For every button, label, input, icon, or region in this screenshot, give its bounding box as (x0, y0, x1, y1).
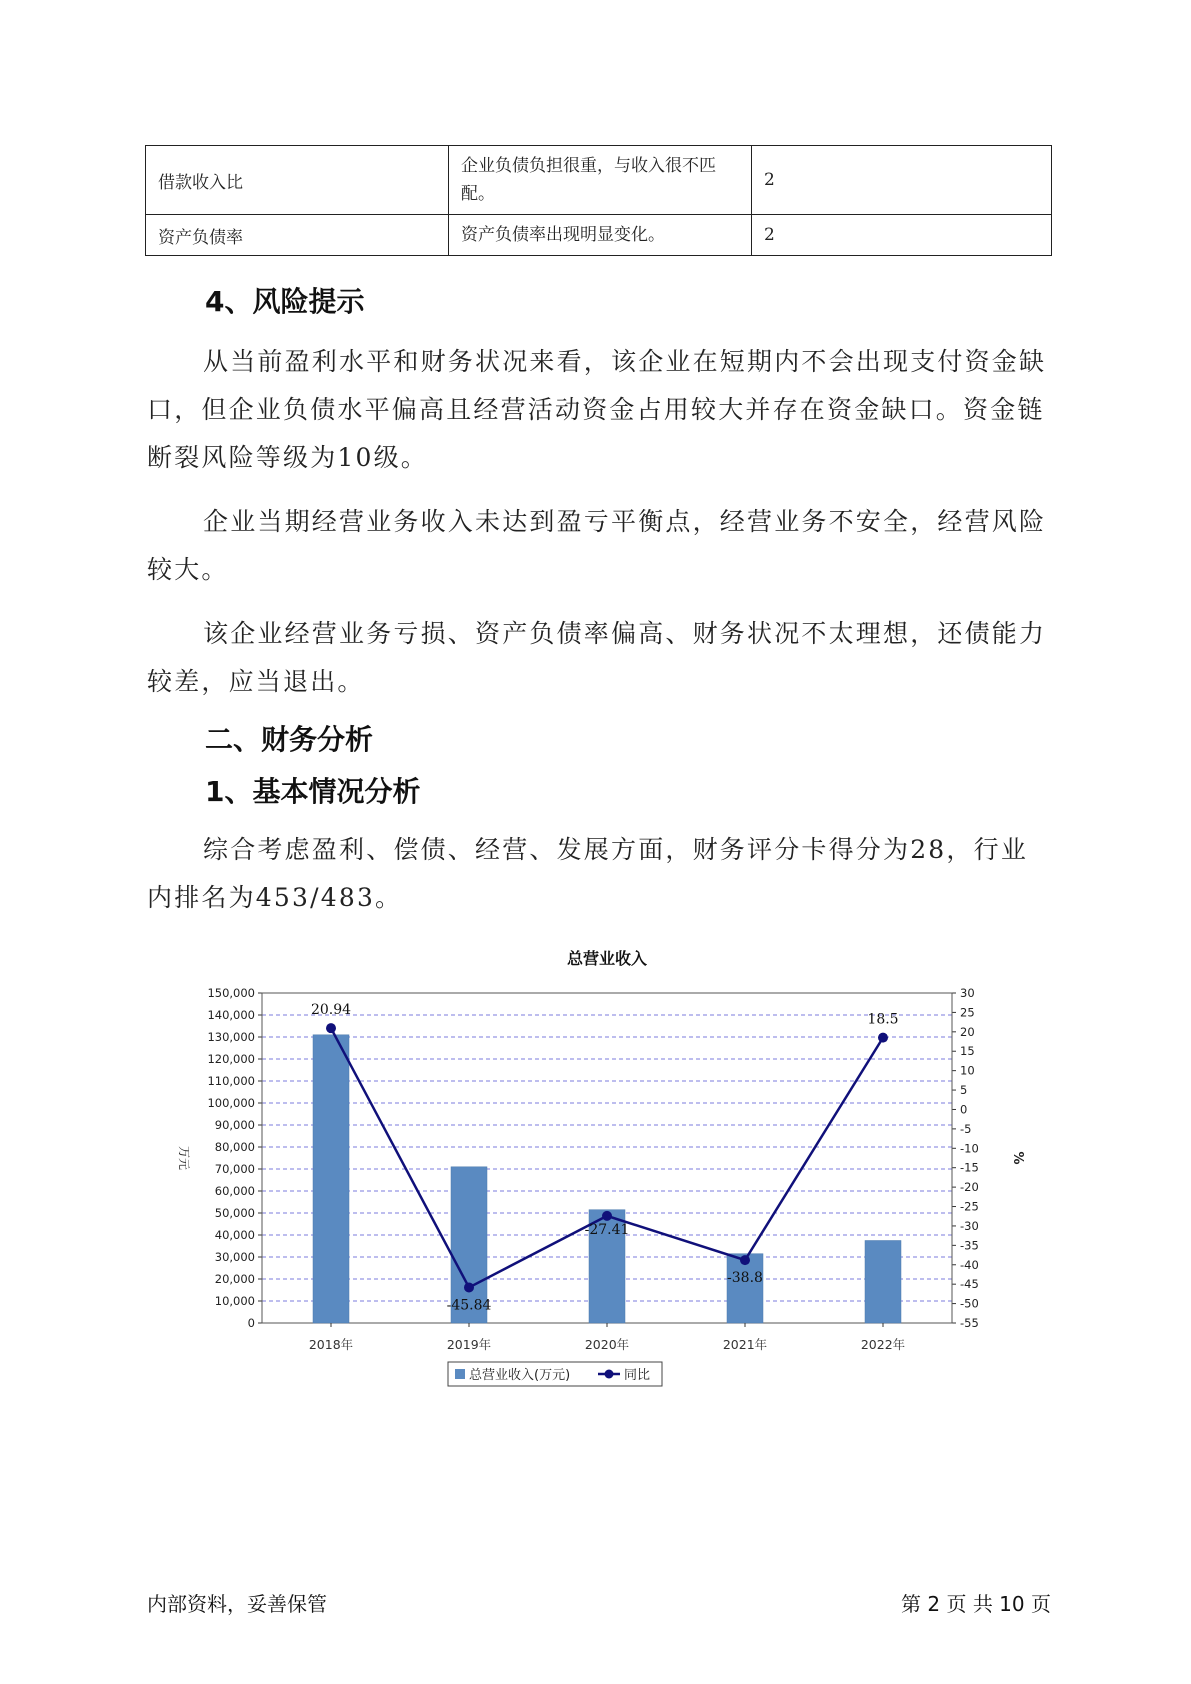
y-tick-label: 150,000 (207, 986, 255, 1000)
risk-paragraph: 该企业经营业务亏损、资产负债率偏高、财务状况不太理想，还债能力较差，应当退出。 (147, 619, 1047, 696)
basic-analysis-heading: 1、基本情况分析 (205, 775, 421, 808)
y2-tick-label: -15 (960, 1160, 979, 1175)
x-tick-label: 2022年 (860, 1337, 906, 1352)
risk-paragraph: 企业当期经营业务收入未达到盈亏平衡点，经营业务不安全，经营风险较大。 (147, 507, 1047, 584)
x-tick-label: 2019年 (446, 1337, 492, 1352)
y-tick-label: 140,000 (207, 1008, 255, 1022)
yoy-data-label: 18.5 (867, 1011, 899, 1028)
y-tick-label: 70,000 (214, 1162, 255, 1176)
y2-tick-label: -40 (960, 1257, 979, 1272)
legend-line-label: 同比 (624, 1368, 651, 1383)
legend-bar-label: 总营业收入(万元) (469, 1368, 571, 1383)
basic-analysis-paragraph: 综合考虑盈利、偿债、经营、发展方面，财务评分卡得分为28，行业内排名为453/483。 (147, 835, 1029, 912)
y2-tick-label: -35 (960, 1238, 979, 1253)
x-tick-label: 2021年 (722, 1337, 768, 1352)
y-tick-label: 40,000 (214, 1228, 255, 1242)
risk-paragraph: 从当前盈利水平和财务状况来看，该企业在短期内不会出现支付资金缺口，但企业负债水平偏高且经营活动资金占用较大并存在资金缺口。资金链断裂风险等级为10级。 (147, 347, 1047, 472)
indicator-score: 2 (752, 146, 1052, 215)
yoy-point (878, 1033, 888, 1043)
y-axis-label: 万元 (177, 1145, 191, 1171)
revenue-bar (313, 1035, 349, 1323)
y2-tick-label: 10 (960, 1063, 975, 1078)
legend-line-marker (605, 1370, 614, 1379)
x-tick-label: 2020年 (584, 1337, 630, 1352)
y2-tick-label: 0 (960, 1102, 968, 1117)
yoy-data-label: -45.84 (446, 1297, 492, 1314)
y-tick-label: 10,000 (214, 1294, 255, 1308)
indicator-name: 资产负债率 (146, 215, 449, 256)
y-tick-label: 120,000 (207, 1052, 255, 1066)
indicator-score: 2 (752, 215, 1052, 256)
y-tick-label: 80,000 (214, 1140, 255, 1154)
yoy-point (326, 1023, 336, 1033)
revenue-chart-svg (170, 940, 1030, 1400)
y-tick-label: 20,000 (214, 1272, 255, 1286)
y2-tick-label: 5 (960, 1083, 968, 1098)
legend-bar-swatch (455, 1369, 465, 1379)
chart-title: 总营业收入 (566, 949, 648, 968)
y2-tick-label: -5 (960, 1121, 972, 1136)
y2-tick-label: -55 (960, 1316, 979, 1330)
y-tick-label: 30,000 (214, 1250, 255, 1264)
yoy-point (602, 1211, 612, 1221)
yoy-data-label: 20.94 (310, 1002, 352, 1019)
yoy-point (464, 1282, 474, 1292)
indicator-table (145, 145, 1052, 256)
footer-confidential: 内部资料，妥善保管 (147, 1592, 327, 1616)
y-tick-label: 110,000 (207, 1074, 255, 1088)
y-tick-label: 130,000 (207, 1030, 255, 1044)
finance-heading: 二、财务分析 (205, 723, 374, 756)
risk-heading: 4、风险提示 (205, 285, 365, 318)
y-tick-label: 50,000 (214, 1206, 255, 1220)
indicator-name: 借款收入比 (146, 146, 449, 215)
revenue-chart (170, 940, 1030, 1400)
x-tick-label: 2018年 (308, 1337, 354, 1352)
indicator-description: 企业负债负担很重，与收入很不匹配。 (449, 146, 752, 215)
yoy-data-label: -27.41 (584, 1221, 630, 1238)
y2-tick-label: 20 (960, 1024, 975, 1039)
y-tick-label: 0 (247, 1316, 255, 1330)
y2-tick-label: -10 (960, 1141, 979, 1156)
y2-tick-label: -50 (960, 1296, 979, 1311)
table-row (146, 146, 1052, 215)
y2-tick-label: 30 (960, 986, 975, 1000)
indicator-description: 资产负债率出现明显变化。 (449, 215, 752, 256)
y2-tick-label: -20 (960, 1180, 979, 1195)
y-tick-label: 90,000 (214, 1118, 255, 1132)
yoy-data-label: -38.8 (727, 1270, 763, 1287)
y2-tick-label: 25 (960, 1005, 975, 1020)
yoy-point (740, 1255, 750, 1265)
footer-page-number: 第 2 页 共 10 页 (901, 1592, 1051, 1616)
y-tick-label: 100,000 (207, 1096, 255, 1110)
y2-tick-label: -25 (960, 1199, 979, 1214)
table-row (146, 215, 1052, 256)
y2-tick-label: 15 (960, 1044, 975, 1059)
revenue-bar (865, 1241, 901, 1324)
y-tick-label: 60,000 (214, 1184, 255, 1198)
y2-tick-label: -30 (960, 1218, 979, 1233)
y2-tick-label: -45 (960, 1277, 979, 1292)
y2-axis-label: % (1010, 1151, 1025, 1165)
